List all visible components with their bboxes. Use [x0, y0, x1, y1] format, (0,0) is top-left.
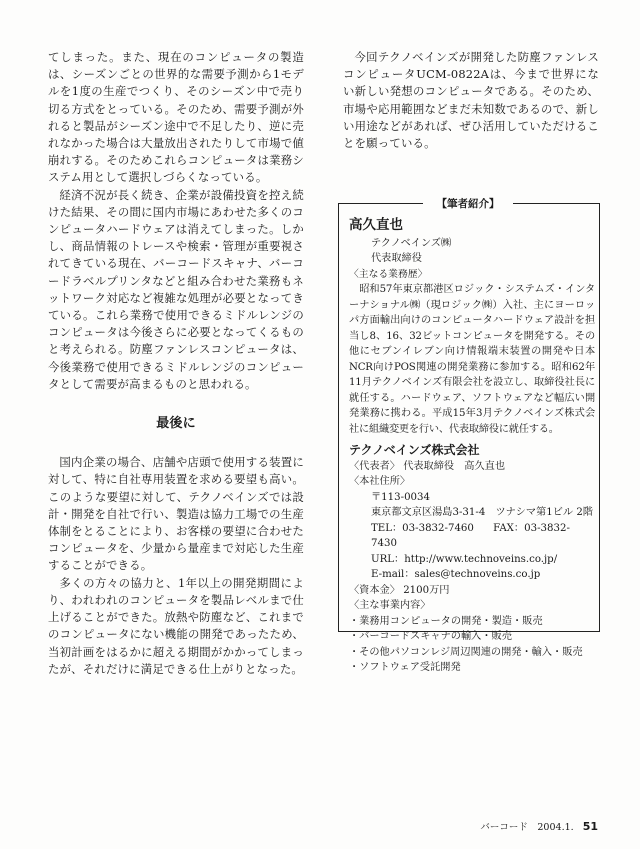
capital-label: 〈資本金〉 — [349, 584, 400, 596]
representative-label: 〈代表者〉 — [349, 460, 400, 472]
magazine-issue: バーコード 2004.1. — [480, 822, 574, 833]
phone-fax-row — [349, 521, 595, 552]
business-label: 〈主な事業内容〉 — [349, 600, 431, 611]
business-item: ・バーコードスキャナの輸入・販売 — [349, 631, 512, 642]
author-name: 高久直也 — [349, 217, 403, 233]
postal-code: 〒113-0034 — [371, 491, 431, 503]
body-paragraph: てしまった。また、現在のコンピュータの製造は、シーズンごとの世界的な需要予測から1モデルを1度の生産でつくり、そのシーズン中で売り切る方式をとっている。そのため、需要予測が外れると製品がシーズン途中で不足したり、逆に売れなかった場合は大量放出されたりして市場で値崩れする。そのためこれらコンピュータは業務システム用として選択しづらくなっている。 — [48, 50, 304, 185]
email-address: E-mail：sales@technoveins.co.jp — [371, 569, 541, 580]
business-item: ・業務用コンピュータの開発・製造・販売 — [349, 615, 543, 627]
author-title: 代表取締役 — [371, 253, 422, 264]
address: 東京都文京区湯島3-31-4 ツナシマ第1ビル 2階 — [371, 507, 593, 518]
capital-row — [349, 583, 595, 599]
address-label: 〈本社住所〉 — [349, 476, 411, 487]
business-item: ・ソフトウェア受託開発 — [349, 662, 461, 673]
left-column — [48, 49, 304, 678]
website-url: URL：http://www.technoveins.co.jp/ — [371, 553, 558, 565]
author-affiliation: テクノベインズ㈱ — [371, 237, 452, 249]
body-paragraph: 経済不況が長く続き、企業が設備投資を控え続けた結果、その間に国内市場にあわせた多くのコンピュータハードウェアは消えてしまった。しかし、商品情報のトレースや検索・管理が重要視されてきている現在、バーコードスキャナ、バーコードラベルプリンタなどと組み合わせた業務もネットワーク対応など複雑な処理が必要となってきている。これら業務で使用できるミドルレンジのコンピュータは今後さらに必要となってくるものと考えられる。防塵ファンレスコンピュータは、今後業務で使用できるミドルレンジのコンピュータとして需要が高まるものと思われる。 — [48, 187, 304, 391]
business-item: ・その他パソコンレジ周辺関連の開発・輸入・販売 — [349, 646, 583, 658]
representative-row — [349, 459, 595, 475]
author-profile-box — [338, 203, 600, 673]
body-paragraph: 多くの方々の協力と、1年以上の開発期間により、われわれのコンピュータを製品レベルまで仕上げることができた。放熱や防塵など、これまでのコンピュータにない機能の開発であったため、当初計画をはるかに超える期間がかかってしまったが、それだけに満足できる仕上がりとなった。 — [48, 575, 304, 676]
representative-value: 代表取締役 高久直也 — [403, 460, 506, 472]
profile-header: 【筆者紹介】 — [423, 196, 513, 211]
page-footer — [480, 819, 598, 833]
body-paragraph: 今回テクノベインズが開発した防塵ファンレスコンピュータUCM-0822Aは、今まで世界にない新しい発想のコンピュータである。そのため、市場や応用範囲などまだ未知数であるので、新しい用途などがあれば、ぜひ活用していただけることを願っている。 — [343, 50, 599, 151]
fax-number: FAX：03-3832-7430 — [371, 522, 570, 549]
right-column — [343, 49, 599, 152]
body-paragraph: 国内企業の場合、店舗や店頭で使用する装置に対して、特に自社専用装置を求める要望も高い。このような要望に対して、テクノベインズでは設計・開発を自社で行い、製造は協力工場での生産体制をとることにより、お客様の要望に合わせたコンピュータを、少量から量産まで対応した生産することができる。 — [48, 455, 304, 573]
phone-number: TEL：03-3832-7460 — [371, 522, 474, 534]
capital-value: 2100万円 — [403, 584, 450, 596]
company-name: テクノベインズ株式会社 — [349, 443, 480, 457]
section-heading: 最後に — [156, 416, 196, 432]
career-label: 〈主なる業務歴〉 — [349, 268, 428, 280]
profile-content — [349, 218, 595, 676]
career-text: 昭和57年東京都港区ロジック・システムズ・インターナショナル㈱（現ロジック㈱）入社、主にヨーロッパ方面輸出向けのコンピュータハードウェア設計を担当し8、16、32ビットコンピュータを開発する。その他にセブンイレブン向け情報端末装置の開発や日本NCR向けPOS関連の開発業務に参加する。昭和62年11月テクノベインズ有限会社を設立し、取締役社長に就任する。ハードウェア、ソフトウェアなど幅広い開発業務に携わる。平成15年3月テクノベインズ株式会社に組織変更を行い、代表取締役に就任する。 — [349, 284, 595, 435]
page-number: 51 — [582, 820, 598, 833]
